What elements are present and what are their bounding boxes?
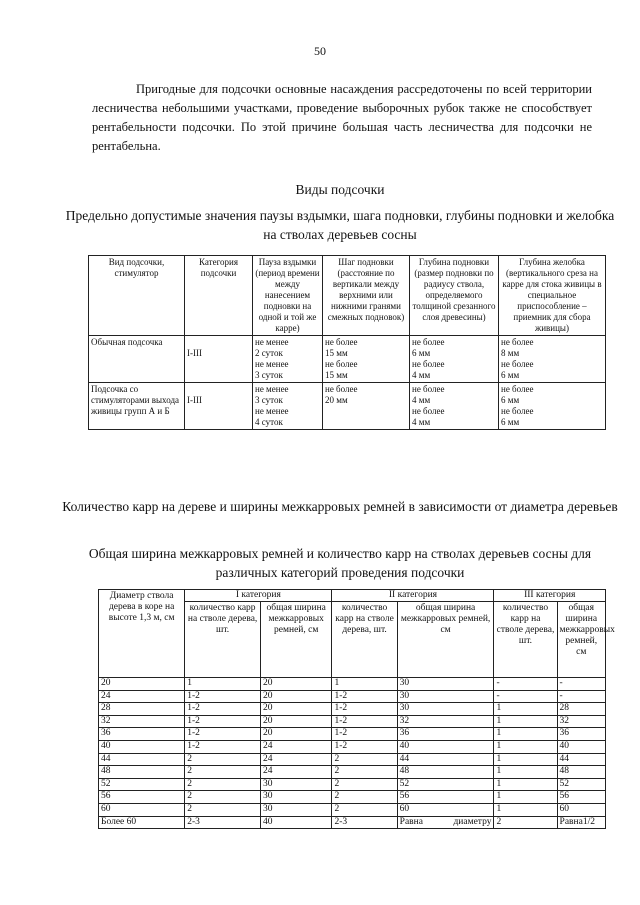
header-pause: Пауза вздымки (период времени между нанесением подновки на одной и той же карре) [253, 256, 323, 336]
cell-c3-width: 32 [557, 715, 605, 728]
header-depth: Глубина подновки (размер подновки по радиусу ствола, определяемого толщиной срезанного слоя древесины) [410, 256, 499, 336]
cell-c1-width: 24 [260, 766, 332, 779]
table-row [89, 383, 606, 430]
cell-c1-width: 20 [260, 678, 332, 691]
table-row [99, 728, 606, 741]
section2-title: Количество карр на дереве и ширины межкарровых ремней в зависимости от диаметра деревьев [62, 499, 618, 514]
cell-c1-width: 40 [260, 816, 332, 829]
cell-c3-width: 60 [557, 803, 605, 816]
table-row [99, 703, 606, 716]
cell-groove [499, 383, 606, 430]
cell-c1-width: 20 [260, 728, 332, 741]
header-diameter: Диаметр ствола дерева в коре на высоте 1,3 м, см [99, 590, 185, 678]
value-line: 6 мм [501, 370, 520, 380]
cell-c3-count: 1 [494, 740, 557, 753]
value-line: 8 мм [501, 348, 520, 358]
value-line: не менее [255, 337, 289, 347]
table-row [99, 766, 606, 779]
cell-text: диаметру [453, 816, 492, 827]
value-line: не менее [255, 384, 289, 394]
cell-c3-width: - [557, 678, 605, 691]
cell-c1-width: 20 [260, 715, 332, 728]
table-row [99, 791, 606, 804]
header-groove: Глубина желобка (вертикального среза на карре для стока живицы в специальное приспособление – приемник для сбора живицы) [499, 256, 606, 336]
intro-text: Пригодные для подсочки основные насаждения рассредоточены по всей территории лесничества небольшими участками, проведение выборочных рубок также не способствует рентабельности подсочки. По этой причине большая часть лесничества для подсочки не рентабельна. [92, 82, 592, 153]
cell-diameter: 56 [99, 791, 185, 804]
table-row [99, 803, 606, 816]
value-line: 4 суток [255, 417, 283, 427]
cell-c3-count: 1 [494, 703, 557, 716]
header-width-3: общая ширина межкарровых ремней, см [557, 602, 605, 678]
cell-c3-width: 56 [557, 791, 605, 804]
cell-c1-count: 1 [185, 678, 261, 691]
cell-c2-count: 1-2 [332, 740, 397, 753]
cell-c3-width: 44 [557, 753, 605, 766]
value-line: 3 суток [255, 370, 283, 380]
cell-c3-width: - [557, 690, 605, 703]
header-width-2: общая ширина межкарровых ремней, см [397, 602, 494, 678]
table-row [99, 678, 606, 691]
table-row [99, 690, 606, 703]
cell-c1-width: 20 [260, 703, 332, 716]
header-category-2: II категория [332, 590, 494, 602]
cell-c2-width: 32 [397, 715, 494, 728]
cell-step [323, 383, 410, 430]
value-line: 4 мм [412, 395, 431, 405]
value-line: 4 мм [412, 370, 431, 380]
header-step: Шаг подновки (расстояние по вертикали между верхними или нижними гранями смежных подновок) [323, 256, 410, 336]
carre-width-table [98, 589, 615, 829]
cell-c1-count: 1-2 [185, 703, 261, 716]
cell-c2-width: 30 [397, 690, 494, 703]
value-line: 15 мм [325, 348, 348, 358]
cell-c1-count: 2 [185, 753, 261, 766]
cell-c2-count: 1-2 [332, 715, 397, 728]
header-category-1: I категория [185, 590, 332, 602]
value-line: не более [325, 384, 358, 394]
cell-c2-count: 2 [332, 791, 397, 804]
cell-c3-width: 28 [557, 703, 605, 716]
cell-c1-count: 1-2 [185, 740, 261, 753]
cell-c1-count: 1-2 [185, 728, 261, 741]
table2-title: Общая ширина межкарровых ремней и количество карр на стволах деревьев сосны для различных категорий проведения подсочки [88, 546, 592, 580]
cell-c1-count: 2 [185, 778, 261, 791]
cell-c2-width: 30 [397, 703, 494, 716]
value-line: 6 мм [412, 348, 431, 358]
cell-c2-width: 40 [397, 740, 494, 753]
cell-c2-count: 2 [332, 753, 397, 766]
cell-diameter: Более 60 [99, 816, 185, 829]
cell-c2-count: 1-2 [332, 690, 397, 703]
cell-c3-width: 40 [557, 740, 605, 753]
cell-c1-count: 2 [185, 803, 261, 816]
value-line: не более [412, 337, 445, 347]
table1-title: Предельно допустимые значения паузы вздымки, шага подновки, глубины подновки и желобка на стволах деревьев сосны [65, 208, 615, 242]
table-row [99, 753, 606, 766]
cell-c1-count: 2-3 [185, 816, 261, 829]
cell-step [323, 336, 410, 383]
cell-c2-width: 56 [397, 791, 494, 804]
header-width-1: общая ширина межкарровых ремней, см [260, 602, 332, 678]
table-row [89, 336, 606, 383]
header-category-3: III категория [494, 590, 606, 602]
cell-c2-count: 1 [332, 678, 397, 691]
cell-depth [410, 383, 499, 430]
table-row [99, 816, 606, 829]
cell-c2-width: 52 [397, 778, 494, 791]
cell-c1-width: 30 [260, 791, 332, 804]
value-line: 4 мм [412, 417, 431, 427]
value-line: 20 мм [325, 395, 348, 405]
cell-c3-width: 48 [557, 766, 605, 779]
cell-text: Равна [399, 816, 423, 827]
value-line: 3 суток [255, 395, 283, 405]
cell-diameter: 44 [99, 753, 185, 766]
cell-c2-width: 30 [397, 678, 494, 691]
value-line: не менее [255, 359, 289, 369]
cell-c2-count: 1-2 [332, 728, 397, 741]
cell-c1-count: 2 [185, 766, 261, 779]
cell-c3-count: 1 [494, 766, 557, 779]
section-title-types: Виды подсочки [295, 182, 385, 197]
cell-pause [253, 336, 323, 383]
cell-c2-count: 2-3 [332, 816, 397, 829]
cell-diameter: 32 [99, 715, 185, 728]
cell-diameter: 20 [99, 678, 185, 691]
table-header-row [99, 590, 606, 602]
cell-c3-count: 1 [494, 791, 557, 804]
header-count-3: количество карр на стволе дерева, шт. [494, 602, 557, 678]
cell-c3-count: 1 [494, 715, 557, 728]
value-line: 15 мм [325, 370, 348, 380]
value-line: не более [501, 406, 534, 416]
cell-c3-count: 1 [494, 753, 557, 766]
value-line: 6 мм [501, 417, 520, 427]
cell-groove [499, 336, 606, 383]
tapping-parameters-table [88, 255, 606, 430]
cell-c2-width: 36 [397, 728, 494, 741]
cell-c3-count: 1 [494, 728, 557, 741]
cell-c2-count: 2 [332, 778, 397, 791]
value-line: не более [412, 384, 445, 394]
split-text [400, 817, 492, 828]
cell-diameter: 52 [99, 778, 185, 791]
value-line: не более [412, 406, 445, 416]
table-row [99, 715, 606, 728]
cell-c2-width [397, 816, 494, 829]
cell-category: I-III [185, 336, 253, 383]
cell-c2-width: 60 [397, 803, 494, 816]
value-line: не менее [255, 406, 289, 416]
cell-diameter: 40 [99, 740, 185, 753]
cell-c3-count: 1 [494, 778, 557, 791]
value-line: 6 мм [501, 395, 520, 405]
table2-body [99, 678, 606, 817]
cell-c2-width: 48 [397, 766, 494, 779]
cell-c1-width: 24 [260, 740, 332, 753]
value-line: не более [501, 384, 534, 394]
cell-c3-count: 1 [494, 803, 557, 816]
cell-c3-count: - [494, 690, 557, 703]
cell-diameter: 48 [99, 766, 185, 779]
cell-c3-width: Равна1/2 [557, 816, 605, 829]
cell-diameter: 24 [99, 690, 185, 703]
cell-type: Подсочка со стимуляторами выхода живицы групп А и Б [89, 383, 185, 430]
value-line: не более [325, 359, 358, 369]
cell-category: I-III [185, 383, 253, 430]
cell-c2-count: 1-2 [332, 703, 397, 716]
table-row [99, 778, 606, 791]
cell-type: Обычная подсочка [89, 336, 185, 383]
value-line: не более [501, 337, 534, 347]
cell-c3-count: - [494, 678, 557, 691]
cell-diameter: 28 [99, 703, 185, 716]
cell-c1-width: 30 [260, 778, 332, 791]
header-category: Категория подсочки [185, 256, 253, 336]
value-line: 2 суток [255, 348, 283, 358]
header-count-1: количество карр на стволе дерева, шт. [185, 602, 261, 678]
intro-paragraph [92, 80, 592, 156]
cell-depth [410, 336, 499, 383]
cell-c3-width: 36 [557, 728, 605, 741]
cell-c2-count: 2 [332, 803, 397, 816]
cell-c1-count: 1-2 [185, 715, 261, 728]
value-line: не более [501, 359, 534, 369]
cell-c1-width: 30 [260, 803, 332, 816]
value-line: не более [325, 337, 358, 347]
cell-diameter: 36 [99, 728, 185, 741]
header-count-2: количество карр на стволе дерева, шт. [332, 602, 397, 678]
cell-c1-width: 20 [260, 690, 332, 703]
cell-c1-count: 1-2 [185, 690, 261, 703]
cell-c2-width: 44 [397, 753, 494, 766]
page-number: 50 [314, 44, 326, 58]
cell-c1-count: 2 [185, 791, 261, 804]
header-type: Вид подсочки, стимулятор [89, 256, 185, 336]
cell-c2-count: 2 [332, 766, 397, 779]
cell-c3-width: 52 [557, 778, 605, 791]
table-header-row [89, 256, 606, 336]
table-row [99, 740, 606, 753]
cell-c1-width: 24 [260, 753, 332, 766]
cell-diameter: 60 [99, 803, 185, 816]
cell-c3-count: 2 [494, 816, 557, 829]
value-line: не более [412, 359, 445, 369]
cell-pause [253, 383, 323, 430]
